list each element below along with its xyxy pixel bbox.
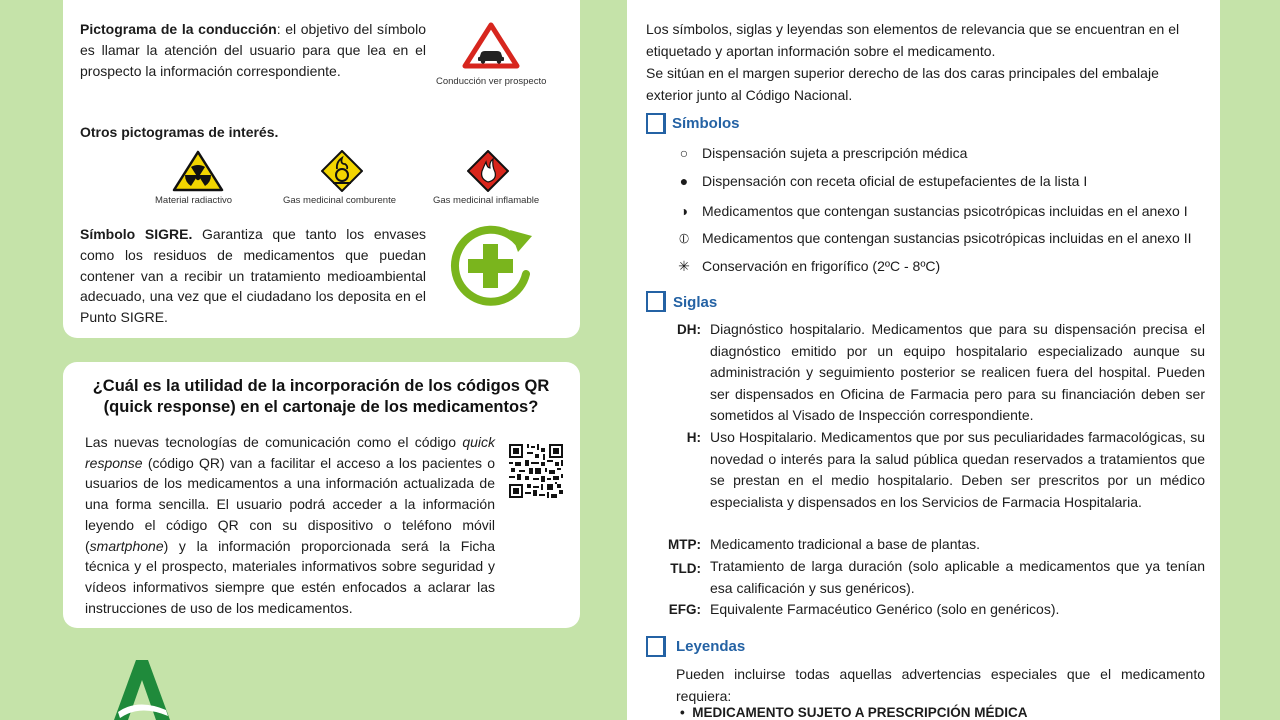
right-intro-2: Se sitúan en el margen superior derecho de las dos caras principales del embalaje exterior junto al Código Nacional. [646,65,1159,103]
leyendas-title: Leyendas [676,638,746,655]
driving-pictogram-title: Pictograma de la conducción [80,21,277,37]
sigla-abbr: DH: [677,322,701,337]
qr-text-part1: Las nuevas tecnologías de comunicación como el código [85,434,463,450]
sigla-definition: Tratamiento de larga duración (solo aplicable a medicamentos que ya tenían esa calificación y sus genéricos). [710,558,1205,596]
qr-text-part2: (código QR) van a facilitar el acceso a los pacientes o usuarios de los medicamentos a una información actualizada de una forma sencilla. El usuario podrá acceder a la información leyendo el código QR con su dispositivo o teléfono móvil ( [85,454,495,554]
symbol-row [676,201,1216,221]
radioactive-caption: Material radiactivo [155,195,233,206]
sigla-abbr: H: [686,430,701,445]
radioactive-icon [172,150,224,192]
sigla-abbr: EFG: [668,602,701,617]
qr-card-title [86,376,556,418]
sigla-definition: Uso Hospitalario. Medicamentos que por sus peculiaridades farmacológicas, su novedad o interés para la salud pública quedan reservados a tratamientos que se prestan en el medio hospitalario. Deben ser prescritos por un médico especialista y dispensados en los Servicios de Farmacia Hospitalaria. [710,429,1205,510]
driving-pictogram-desc: : el objetivo del símbolo es llamar la atención del usuario para que lea en el prospecto la información correspondiente. [80,21,426,79]
leyenda-item-text: MEDICAMENTO SUJETO A PRESCRIPCIÓN MÉDICA [692,705,1028,720]
symbol-row [676,228,1216,248]
sigre-title: Símbolo SIGRE. [80,226,193,242]
qr-text-em2: smartphone [89,537,164,554]
junta-andalucia-logo [108,658,178,720]
sigla-abbr: MTP: [668,537,701,552]
leyendas-section-box [646,636,666,657]
qr-card-text [85,432,495,618]
symbol-text: Medicamentos que contengan sustancias psicotrópicas incluidas en el anexo I [702,203,1188,219]
symbol-text: Medicamentos que contengan sustancias psicotrópicas incluidas en el anexo II [702,230,1192,246]
driving-caption: Conducción ver prospecto [436,76,547,87]
other-pictograms-title: Otros pictogramas de interés. [80,124,279,140]
sigla-definition: Diagnóstico hospitalario. Medicamentos que para su dispensación precisa el diagnóstico emitido por un equipo hospitalario especializado aunque su administración y seguimiento posterior se realicen fuera del hospital. Pueden ser dispensados en Oficina de Farmacia pero para su financiación deben ser sometidos al Visado de Inspección correspondiente. [710,321,1205,423]
qr-text-part3: ) y la información proporcionada será la Ficha técnica y el prospecto, materiales informativos sobre seguridad y vídeos informativos siempre que estén enfocados a aclarar las instrucciones de uso de los medicamentos. [85,537,495,616]
filled-circle-icon: ● [679,173,689,189]
sigla-definition: Medicamento tradicional a base de plantas. [710,536,981,552]
symbol-row [676,143,1216,163]
sigre-recycle-cross-icon [446,222,538,310]
symbol-text: Dispensación con receta oficial de estupefacientes de la lista I [702,173,1088,189]
siglas-section-box [646,291,666,312]
symbols-title: Símbolos [672,115,740,132]
flammable-caption: Gas medicinal inflamable [433,195,540,206]
empty-circle-icon: ○ [679,145,689,161]
symbol-row [676,171,1216,191]
right-intro-1: Los símbolos, siglas y leyendas son elementos de relevancia que se encuentran en el etiquetado y aportan información sobre el medicamento. [646,21,1180,59]
leyendas-list-item [680,705,1028,720]
sigre-text [80,224,426,328]
symbols-section-box [646,113,666,134]
symbol-row [676,256,1216,276]
qr-text-em1: quick response [85,434,495,471]
qr-title-line1: ¿Cuál es la utilidad de la incorporación de los códigos QR [92,377,550,395]
oxidizing-gas-icon [321,150,363,192]
leyendas-text: Pueden incluirse todas aquellas advertencias especiales que el medicamento requiera: [676,666,1205,704]
sigre-desc: Garantiza que tanto los envases como los residuos de medicamentos que puedan contener van a recibir un tratamiento medioambiental adecuado, una vez que el ciudadano los deposita en el Punto SIGRE. [80,226,426,326]
driving-pictogram-text [80,19,426,81]
bullet-icon: • [680,705,693,720]
qr-code-icon [509,444,563,498]
symbol-text: Dispensación sujeta a prescripción médica [702,145,968,161]
oxidizing-caption: Gas medicinal comburente [283,195,396,206]
sigla-abbr: TLD: [670,561,701,576]
siglas-title: Siglas [673,294,718,311]
half-circle-icon: ◑ [679,203,689,219]
asterisk-icon: ✳ [678,258,690,274]
sigla-definition: Equivalente Farmacéutico Genérico (solo en genéricos). [710,601,1060,617]
triangle-car-icon [462,22,520,70]
symbol-text: Conservación en frigorífico (2ºC - 8ºC) [702,258,941,274]
circle-with-bar-icon: ⦶ [678,230,690,246]
qr-title-line2: (quick response) en el cartonaje de los medicamentos? [103,398,539,416]
flammable-gas-icon [467,150,509,192]
